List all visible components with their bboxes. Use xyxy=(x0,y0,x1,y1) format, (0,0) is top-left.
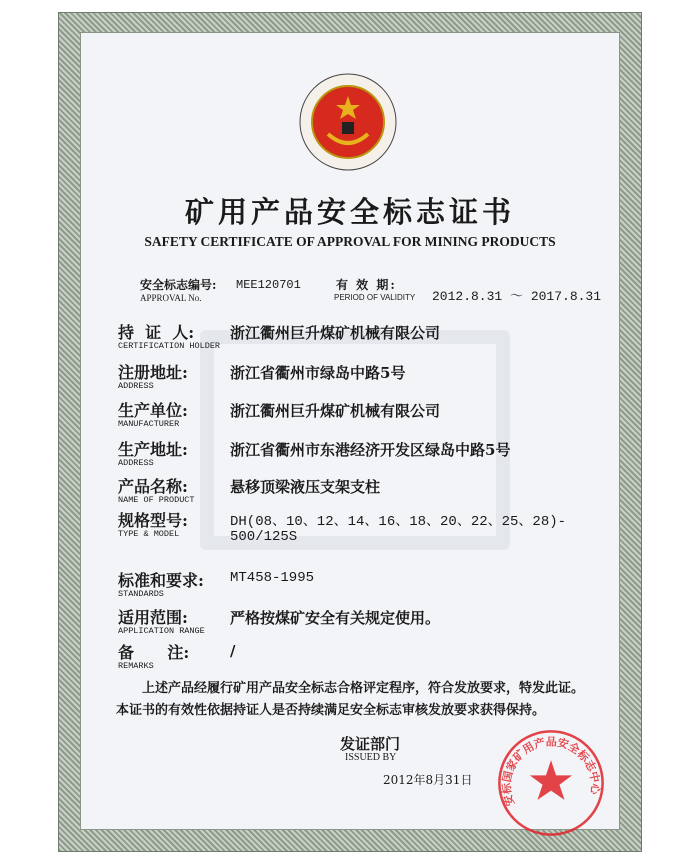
field-label-en: CERTIFICATION HOLDER xyxy=(118,341,221,351)
field-label-en: NAME OF PRODUCT xyxy=(118,495,195,505)
field-label-en: APPLICATION RANGE xyxy=(118,626,205,636)
field-value: MT458-1995 xyxy=(230,570,315,586)
validity-label-en: PERIOD OF VALIDITY xyxy=(334,293,416,302)
field-label-en: STANDARDS xyxy=(118,589,164,599)
statement: 上述产品经履行矿用产品安全标志合格评定程序，符合发放要求，特发此证。本证书的有效性依据持证人是否持续满足安全标志审核发放要求获得保持。 xyxy=(116,681,585,718)
national-emblem xyxy=(298,72,398,172)
approval-label-en: APPROVAL No. xyxy=(140,293,202,303)
title-en: SAFETY CERTIFICATE OF APPROVAL FOR MINING PRODUCTS xyxy=(144,234,556,249)
field-label: 标准和要求: xyxy=(118,571,204,590)
seal-text: 安标国家矿用产品安全标志中心 xyxy=(500,735,602,808)
field-label-en: REMARKS xyxy=(118,661,154,671)
field-label: 适用范围: xyxy=(118,608,188,627)
field-label-en: ADDRESS xyxy=(118,381,154,391)
issue-date: 2012年8月31日 xyxy=(383,773,473,787)
field-label: 产品名称: xyxy=(118,477,188,496)
field-value: 浙江衢州巨升煤矿机械有限公司 xyxy=(230,402,441,420)
title-cn: 矿用产品安全标志证书 xyxy=(184,195,515,229)
field-value: 严格按煤矿安全有关规定使用。 xyxy=(230,609,441,627)
field-label-en: TYPE & MODEL xyxy=(118,529,180,539)
field-label: 生产单位: xyxy=(118,401,188,420)
field-label: 备 注: xyxy=(118,643,190,662)
field-label: 持 证 人: xyxy=(118,323,195,342)
approval-label: 安全标志编号: xyxy=(140,278,217,292)
field-value: / xyxy=(230,642,236,660)
field-label-en: MANUFACTURER xyxy=(118,419,180,429)
field-label-en: ADDRESS xyxy=(118,458,154,468)
field-label: 生产地址: xyxy=(118,440,188,459)
approval-number: MEE120701 xyxy=(236,278,301,292)
field-value: DH(08、10、12、14、16、18、20、22、25、28)- xyxy=(230,514,567,530)
official-seal xyxy=(496,728,606,838)
field-value: 浙江省衢州市东港经济开发区绿岛中路5号 xyxy=(230,441,511,459)
field-label: 注册地址: xyxy=(118,363,188,382)
issuer-label-en: ISSUED BY xyxy=(345,752,397,763)
field-value: 浙江衢州巨升煤矿机械有限公司 xyxy=(230,324,441,342)
issuer-label: 发证部门 xyxy=(340,735,401,753)
field-label: 规格型号: xyxy=(118,511,188,530)
validity-value: 2012.8.31 ～ 2017.8.31 xyxy=(432,289,602,304)
validity-label: 有 效 期: xyxy=(336,278,397,292)
field-value: 浙江省衢州市绿岛中路5号 xyxy=(230,364,406,382)
field-value: 悬移顶梁液压支架支柱 xyxy=(230,478,381,496)
field-value-cont: 500/125S xyxy=(230,529,298,545)
